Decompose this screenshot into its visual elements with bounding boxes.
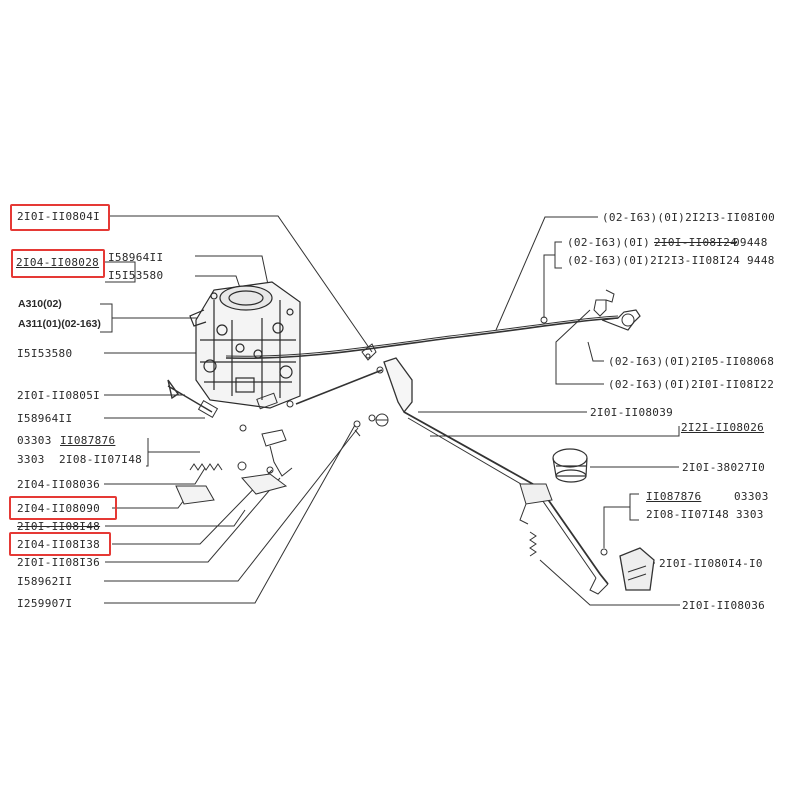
part-label-2121-1108026[interactable]: 2I2I-II08026 [681, 421, 765, 434]
part-label-11087876-right[interactable]: II087876 [646, 490, 702, 503]
part-label-2101-1108051[interactable]: 2I0I-II0805I [17, 389, 101, 402]
part-label-2101-1108014-10[interactable]: 2I0I-II080I4-I0 [659, 557, 763, 570]
part-label-a310[interactable]: A310(02) [18, 298, 62, 310]
part-label-03303[interactable]: 03303 [17, 434, 52, 447]
part-label-15896411[interactable]: I58964II [108, 251, 164, 264]
part-label-15153580[interactable]: I5I53580 [17, 347, 73, 360]
part-label-12599071[interactable]: I259907I [17, 597, 73, 610]
part-label-2104-1108028[interactable]: 2I04-II08028 [16, 256, 100, 269]
part-label-2101-1108122[interactable]: (02-I63)(0I)2I0I-II08I22 [608, 378, 775, 391]
part-label-2104-1108090[interactable]: 2I04-II08090 [17, 502, 101, 515]
part-label-3303[interactable]: 3303 [17, 453, 45, 466]
part-label-2101-1108136[interactable]: 2I0I-II08I36 [17, 556, 101, 569]
part-label-11087876[interactable]: II087876 [60, 434, 116, 447]
part-label-21213-1108100[interactable]: (02-I63)(0I)2I2I3-II08I00 [602, 211, 776, 224]
part-label-2101-1108148[interactable]: 2I0I-II08I48 [17, 520, 101, 533]
part-label-2101-1108041[interactable]: 2I0I-II0804I [17, 210, 101, 223]
part-label-21213-1108124[interactable]: (02-I63)(0I)2I2I3-II08I24 9448 [567, 254, 775, 267]
part-label-2101-1108039[interactable]: 2I0I-II08039 [590, 406, 674, 419]
part-label-2101-1108124[interactable]: 2I0I-II08I24 [654, 236, 738, 249]
part-label-prefix-2101-1108124[interactable]: (02-I63)(0I) [567, 236, 651, 249]
part-label-15153580-top[interactable]: I5I53580 [108, 269, 164, 282]
part-label-a311[interactable]: A311(01)(02-163) [18, 318, 101, 330]
part-label-09448[interactable]: 09448 [733, 236, 768, 249]
part-label-15896211[interactable]: I58962II [17, 575, 73, 588]
part-label-2101-3802710[interactable]: 2I0I-38027I0 [682, 461, 766, 474]
part-label-2105-1108068[interactable]: (02-I63)(0I)2I05-II08068 [608, 355, 775, 368]
part-label-2104-1108138[interactable]: 2I04-II08I38 [17, 538, 101, 551]
part-label-15896411-lower[interactable]: I58964II [17, 412, 73, 425]
part-label-2104-1108036[interactable]: 2I04-II08036 [17, 478, 101, 491]
part-label-03303-right[interactable]: 03303 [734, 490, 769, 503]
part-label-2108-1107148-right[interactable]: 2I08-II07I48 3303 [646, 508, 764, 521]
part-label-2108-1107148[interactable]: 2I08-II07I48 [59, 453, 143, 466]
part-label-2101-1108036[interactable]: 2I0I-II08036 [682, 599, 766, 612]
